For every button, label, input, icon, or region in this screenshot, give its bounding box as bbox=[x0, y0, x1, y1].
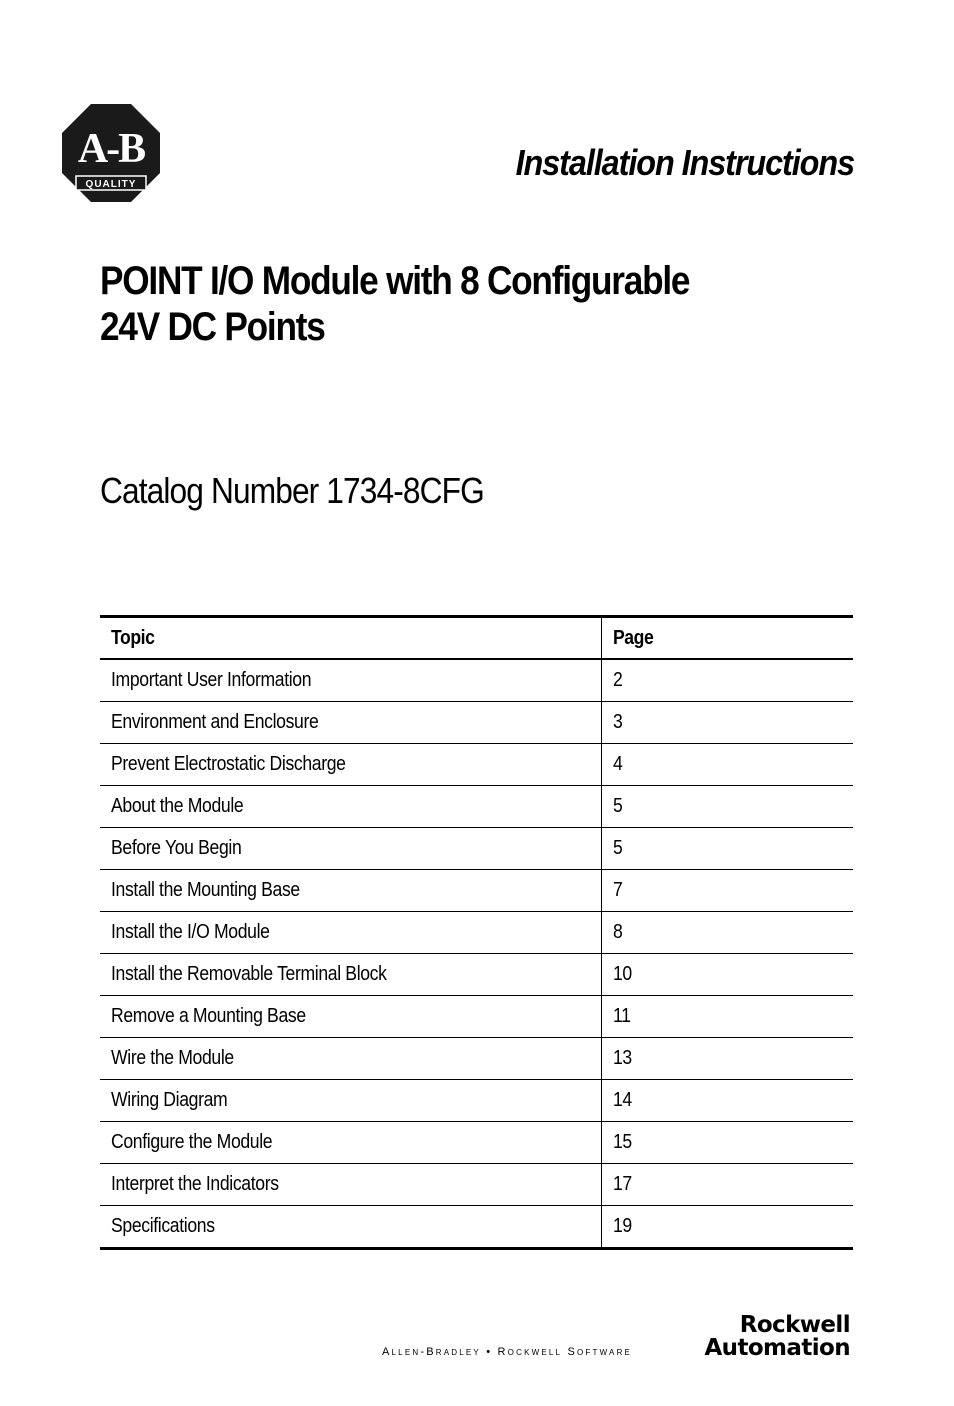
toc-page: 4 bbox=[602, 744, 854, 786]
toc-topic: Install the Removable Terminal Block bbox=[100, 954, 602, 996]
toc-page: 8 bbox=[602, 912, 854, 954]
company-line-1: Rockwell bbox=[739, 1312, 850, 1338]
toc-page: 5 bbox=[602, 828, 854, 870]
allen-bradley-logo bbox=[62, 104, 160, 202]
toc-topic: Environment and Enclosure bbox=[100, 702, 602, 744]
toc-topic: Install the I/O Module bbox=[100, 912, 602, 954]
toc-row bbox=[100, 954, 853, 996]
toc-row bbox=[100, 870, 853, 912]
toc-page: 2 bbox=[602, 659, 854, 702]
toc-topic: Important User Information bbox=[100, 659, 602, 702]
page-title bbox=[100, 258, 734, 350]
toc-row bbox=[100, 744, 853, 786]
toc-topic: Prevent Electrostatic Discharge bbox=[100, 744, 602, 786]
title-line-2: 24V DC Points bbox=[100, 305, 325, 349]
toc-topic: Before You Begin bbox=[100, 828, 602, 870]
toc-page: 19 bbox=[613, 1215, 632, 1237]
toc-row bbox=[100, 702, 853, 744]
toc-topic: Specifications bbox=[100, 1206, 602, 1249]
toc-topic: Remove a Mounting Base bbox=[100, 996, 602, 1038]
toc-page: 10 bbox=[602, 954, 854, 996]
toc-row bbox=[100, 1122, 853, 1164]
toc-header-row bbox=[100, 617, 853, 660]
toc-row bbox=[100, 1164, 853, 1206]
brand-names: Allen-Bradley • Rockwell Software bbox=[382, 1346, 633, 1358]
toc-header-page: Page bbox=[602, 617, 854, 660]
toc-page: 3 bbox=[602, 702, 854, 744]
title-line-1: POINT I/O Module with 8 Configurable bbox=[100, 259, 690, 303]
toc-page: 17 bbox=[602, 1164, 854, 1206]
company-line-2: Automation bbox=[704, 1335, 850, 1361]
toc-row bbox=[100, 659, 853, 702]
toc-page: 7 bbox=[602, 870, 854, 912]
toc-row bbox=[100, 786, 853, 828]
toc-topic: Wire the Module bbox=[100, 1038, 602, 1080]
toc-page: 5 bbox=[602, 786, 854, 828]
toc-topic: About the Module bbox=[100, 786, 602, 828]
toc-topic: Wiring Diagram bbox=[100, 1080, 602, 1122]
catalog-number: Catalog Number 1734-8CFG bbox=[100, 470, 484, 511]
toc-topic: Install the Mounting Base bbox=[100, 870, 602, 912]
toc-row bbox=[100, 1080, 853, 1122]
toc-page: 14 bbox=[602, 1080, 854, 1122]
logo-subtext: QUALITY bbox=[85, 179, 137, 190]
table-of-contents bbox=[100, 615, 853, 1250]
toc-row bbox=[100, 1206, 853, 1249]
toc-row bbox=[100, 996, 853, 1038]
rockwell-automation-logo bbox=[704, 1314, 850, 1360]
toc-page: 11 bbox=[602, 996, 854, 1038]
toc-page: 15 bbox=[602, 1122, 854, 1164]
toc-row bbox=[100, 912, 853, 954]
toc-topic: Interpret the Indicators bbox=[100, 1164, 602, 1206]
toc-row bbox=[100, 1038, 853, 1080]
toc-row bbox=[100, 828, 853, 870]
document-type: Installation Instructions bbox=[515, 142, 854, 183]
logo-letters: A-B bbox=[77, 126, 145, 172]
toc-header-topic: Topic bbox=[100, 617, 602, 660]
toc-page: 13 bbox=[602, 1038, 854, 1080]
toc-topic: Configure the Module bbox=[100, 1122, 602, 1164]
